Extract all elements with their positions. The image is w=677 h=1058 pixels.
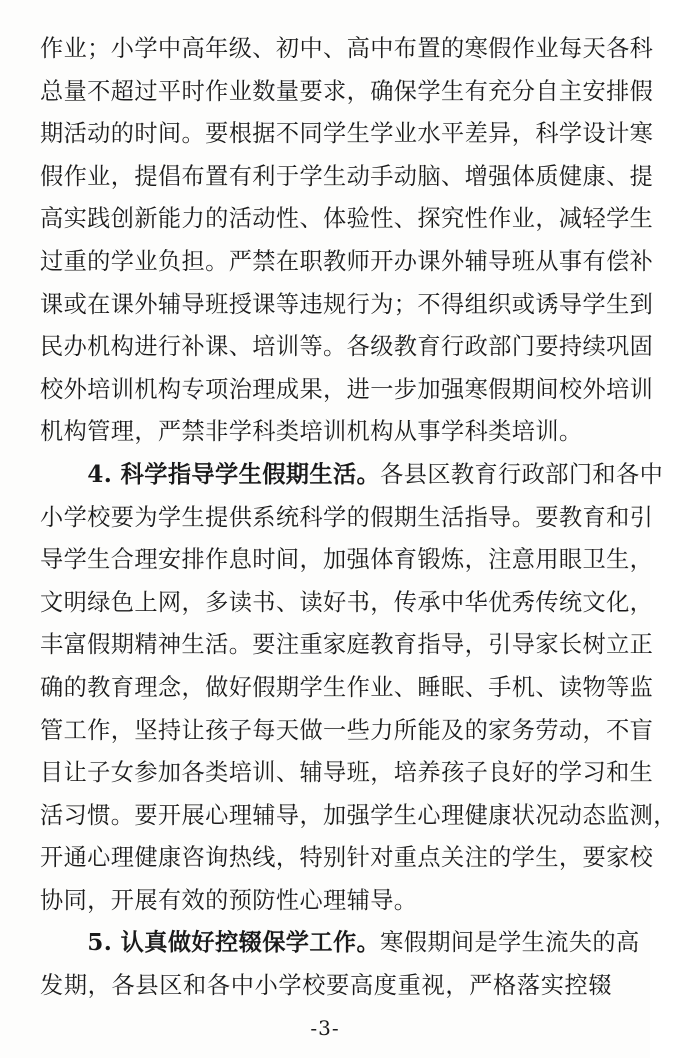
section-5-heading: 5. 认真做好控辍保学工作。: [87, 929, 381, 957]
text-line: 小学校要为学生提供系统科学的假期生活指导。要教育和引: [40, 503, 654, 531]
text-line: 文明绿色上网，多读书、读好书，传承中华优秀传统文化，: [40, 588, 654, 616]
text-line: 校外培训机构专项治理成果，进一步加强寒假期间校外培训: [40, 375, 654, 403]
text-line: 导学生合理安排作息时间，加强体育锻炼，注意用眼卫生，: [40, 546, 654, 574]
text-line: 管工作，坚持让孩子每天做一些力所能及的家务劳动，不盲: [40, 716, 654, 744]
document-body: [40, 28, 677, 1008]
section-4-first-line: [40, 454, 664, 497]
text-line: 假作业，提倡布置有利于学生动手动脑、增强体质健康、提: [40, 162, 654, 190]
text-line: 高实践创新能力的活动性、体验性、探究性作业，减轻学生: [40, 205, 654, 233]
text-line: 过重的学业负担。严禁在职教师开办课外辅导班从事有偿补: [40, 247, 654, 275]
page-number: -3-: [310, 1016, 340, 1040]
text-line: 活习惯。要开展心理辅导，加强学生心理健康状况动态监测，: [40, 801, 677, 829]
text-line: 目让子女参加各类培训、辅导班，培养孩子良好的学习和生: [40, 759, 654, 787]
text-line: 发期，各县区和各中小学校要高度重视，严格落实控辍: [40, 972, 612, 1000]
section-4-heading: 4. 科学指导学生假期生活。: [87, 460, 381, 488]
text-line: 作业；小学中高年级、初中、高中布置的寒假作业每天各科: [40, 35, 654, 62]
section-4-intro: 各县区教育行政部门和各中: [380, 460, 664, 488]
text-line: 协同，开展有效的预防性心理辅导。: [40, 886, 418, 914]
text-line: 确的教育理念，做好假期学生作业、睡眠、手机、读物等监: [40, 673, 654, 701]
text-line: 机构管理，严禁非学科类培训机构从事学科类培训。: [40, 418, 583, 446]
text-line: 期活动的时间。要根据不同学生学业水平差异，科学设计寒: [40, 120, 654, 148]
section-5-first-line: [40, 922, 640, 965]
text-line: 民办机构进行补课、培训等。各级教育行政部门要持续巩固: [40, 333, 654, 361]
section-5-intro: 寒假期间是学生流失的高: [380, 929, 640, 957]
text-line: 丰富假期精神生活。要注重家庭教育指导，引导家长树立正: [40, 631, 654, 659]
text-line: 开通心理健康咨询热线，特别针对重点关注的学生，要家校: [40, 844, 654, 872]
text-line: 课或在课外辅导班授课等违规行为；不得组织或诱导学生到: [40, 290, 654, 318]
text-line: 总量不超过平时作业数量要求，确保学生有充分自主安排假: [40, 77, 654, 105]
